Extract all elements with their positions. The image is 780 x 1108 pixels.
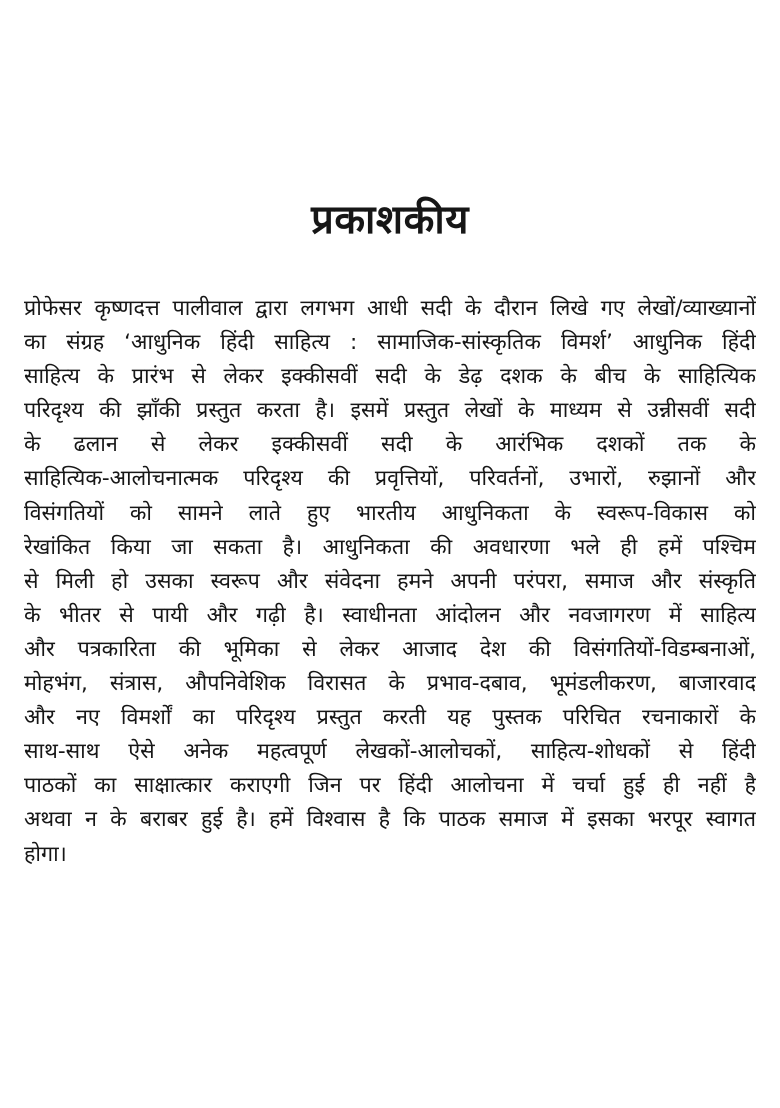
paragraph-line: परिदृश्य की झाँकी प्रस्तुत करता है। इसमें प्रस्तुत लेखों के माध्यम से उन्नीसवीं सदी: [24, 398, 756, 424]
paragraph-line: विसंगतियों को सामने लाते हुए भारतीय आधुनिकता के स्वरूप-विकास को: [24, 500, 756, 526]
paragraph-line: साथ-साथ ऐसे अनेक महत्वपूर्ण लेखकों-आलोचकों, साहित्य-शोधकों से हिंदी: [24, 739, 756, 765]
paragraph-line: साहित्य के प्रारंभ से लेकर इक्कीसवीं सदी के डेढ़ दशक के बीच के साहित्यिक: [24, 364, 756, 390]
paragraph-line: के ढलान से लेकर इक्कीसवीं सदी के आरंभिक दशकों तक के: [24, 432, 756, 458]
paragraph-line: प्रोफेसर कृष्णदत्त पालीवाल द्वारा लगभग आधी सदी के दौरान लिखे गए लेखों/व्याख्यानों: [24, 296, 756, 321]
paragraph-line: और पत्रकारिता की भूमिका से लेकर आजाद देश की विसंगतियों-विडम्बनाओं,: [24, 636, 756, 662]
paragraph-line: रेखांकित किया जा सकता है। आधुनिकता की अवधारणा भले ही हमें पश्चिम: [24, 534, 756, 560]
paragraph-line: साहित्यिक-आलोचनात्मक परिदृश्य की प्रवृत्तियों, परिवर्तनों, उभारों, रुझानों और: [24, 466, 756, 492]
paragraph-line-last: होगा।: [24, 841, 67, 867]
paragraph-line: अथवा न के बराबर हुई है। हमें विश्वास है कि पाठक समाज में इसका भरपूर स्वागत: [24, 807, 756, 833]
body-paragraph: [24, 292, 756, 872]
paragraph-line: के भीतर से पायी और गढ़ी है। स्वाधीनता आंदोलन और नवजागरण में साहित्य: [24, 602, 756, 628]
paragraph-line: पाठकों का साक्षात्कार कराएगी जिन पर हिंदी आलोचना में चर्चा हुई ही नहीं है: [24, 773, 756, 799]
paragraph-line: से मिली हो उसका स्वरूप और संवेदना हमने अपनी परंपरा, समाज और संस्कृति: [24, 568, 756, 594]
paragraph-line: मोहभंग, संत्रास, औपनिवेशिक विरासत के प्रभाव-दबाव, भूमंडलीकरण, बाजारवाद: [24, 671, 756, 697]
page-title: प्रकाशकीय: [311, 196, 469, 243]
paragraph-line: का संग्रह ‘आधुनिक हिंदी साहित्य : सामाजिक-सांस्कृतिक विमर्श’ आधुनिक हिंदी: [24, 330, 756, 356]
paragraph-line: और नए विमर्शों का परिदृश्य प्रस्तुत करती यह पुस्तक परिचित रचनाकारों के: [24, 705, 756, 731]
